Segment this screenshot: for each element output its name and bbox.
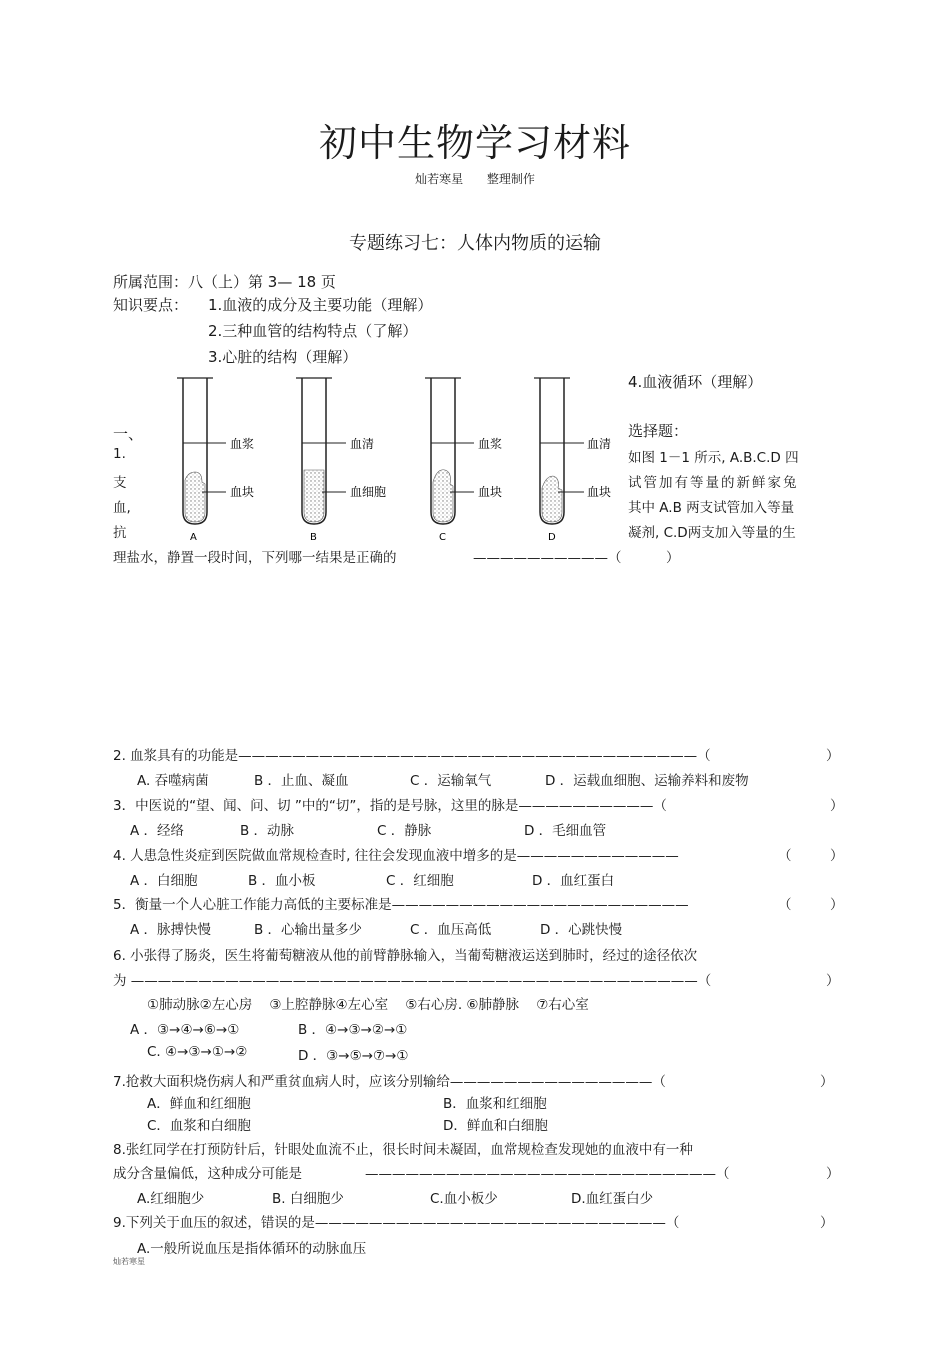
q3-option-b: B ．动脉 xyxy=(240,823,295,839)
q8-option-a: A.红细胞少 xyxy=(137,1191,205,1207)
q1-paren-close: ） xyxy=(666,550,680,566)
q5-option-d: D ．心跳快慢 xyxy=(540,922,623,938)
q5-stem: 5．衡量一个人心脏工作能力高低的主要标准是—————————————————————— xyxy=(113,897,689,913)
point-3: 3.心脏的结构（理解） xyxy=(208,348,358,366)
point-4: 4.血液循环（理解） xyxy=(628,373,763,391)
tube-d-bottom-label: 血块 xyxy=(587,485,612,499)
q2-close: ） xyxy=(826,748,840,764)
q6-option-a: A ．③→④→⑥→① xyxy=(130,1022,240,1038)
q9-option-a: A.一般所说血压是指体循环的动脉血压 xyxy=(137,1241,367,1257)
q3-option-d: D ．毛细血管 xyxy=(524,823,607,839)
q1-left-3: 血, xyxy=(113,500,131,516)
section-number: 一、 xyxy=(113,425,144,443)
tube-a xyxy=(177,378,226,524)
q6-line-2: 为 ——————————————————————————————————————————（ xyxy=(113,973,712,989)
q8-option-b: B. 白细胞少 xyxy=(272,1191,344,1207)
q4-close: ） xyxy=(830,848,844,864)
point-2: 2.三种血管的结构特点（了解） xyxy=(208,322,418,340)
q4-option-b: B ．血小板 xyxy=(248,873,316,889)
q1-right-4: 凝剂, C.D两支加入等量的生 xyxy=(628,525,796,541)
q7-option-a: A．鲜血和红细胞 xyxy=(147,1096,251,1112)
q6-close: ） xyxy=(826,973,840,989)
scope-range: 所属范围：八（上）第 3— 18 页 xyxy=(113,273,336,291)
q1-left-1: 1. xyxy=(113,446,126,462)
page-subtitle: 灿若寒星 整理制作 xyxy=(415,172,535,186)
q7-stem: 7.抢救大面积烧伤病人和严重贫血病人时，应该分别输给———————————————（ xyxy=(113,1074,666,1090)
q7-close: ） xyxy=(820,1074,834,1090)
q1-right-1: 如图 1－1 所示, A.B.C.D 四 xyxy=(628,450,799,466)
q5-open: （ xyxy=(778,897,792,913)
q2-option-c: C ．运输氧气 xyxy=(410,773,492,789)
q1-left-4: 抗 xyxy=(113,525,127,541)
q9-stem: 9.下列关于血压的叙述，错误的是——————————————————————————（ xyxy=(113,1215,680,1231)
q4-open: （ xyxy=(778,848,792,864)
q5-option-a: A ．脉搏快慢 xyxy=(130,922,212,938)
q3-close: ） xyxy=(830,798,844,814)
q6-option-d: D ．③→⑤→⑦→① xyxy=(298,1048,409,1064)
q8-answer-blank: ——————————————————————————（ xyxy=(365,1166,730,1182)
q9-close: ） xyxy=(820,1215,834,1231)
q6-option-c: C. ④→③→①→② xyxy=(147,1044,248,1060)
point-1: 1.血液的成分及主要功能（理解） xyxy=(208,296,433,314)
tube-d-letter: D xyxy=(548,532,556,543)
q5-option-b: B ．心输出量多少 xyxy=(254,922,363,938)
tube-d-top-label: 血清 xyxy=(587,437,612,451)
q7-option-b: B．血浆和红细胞 xyxy=(443,1096,547,1112)
section-label: 选择题： xyxy=(628,422,689,440)
tube-a-top-label: 血浆 xyxy=(230,437,255,451)
tube-a-letter: A xyxy=(190,532,197,543)
q4-option-a: A ．白细胞 xyxy=(130,873,198,889)
q2-option-d: D ．运载血细胞、运输养料和废物 xyxy=(545,773,749,789)
q1-right-2: 试管加有等量的新鲜家兔 xyxy=(628,475,799,491)
tube-a-bottom-label: 血块 xyxy=(230,485,255,499)
tube-b-bottom-label: 血细胞 xyxy=(350,485,387,499)
q7-option-c: C．血浆和白细胞 xyxy=(147,1118,251,1134)
q2-option-b: B ．止血、凝血 xyxy=(254,773,349,789)
q5-close: ） xyxy=(830,897,844,913)
page-title: 初中生物学习材料 xyxy=(318,121,631,165)
q3-option-a: A ．经络 xyxy=(130,823,185,839)
q7-option-d: D．鲜血和白细胞 xyxy=(443,1118,548,1134)
points-label: 知识要点： xyxy=(113,296,189,314)
page-footer: 灿若寒星 xyxy=(113,1257,145,1266)
q4-stem: 4. 人患急性炎症到医院做血常规检查时, 往往会发现血液中增多的是———————————— xyxy=(113,848,679,864)
tube-b-letter: B xyxy=(310,532,317,543)
tube-c-letter: C xyxy=(439,532,446,543)
tube-c-top-label: 血浆 xyxy=(478,437,503,451)
tube-c xyxy=(425,378,474,524)
q2-stem: 2. 血浆具有的功能是——————————————————————————————————（ xyxy=(113,748,711,764)
q8-close: ） xyxy=(826,1166,840,1182)
q8-option-c: C.血小板少 xyxy=(430,1191,498,1207)
q4-option-c: C ．红细胞 xyxy=(386,873,454,889)
q8-line-1: 8.张红同学在打预防针后，针眼处血流不止，很长时间未凝固，血常规检查发现她的血液中有一种 xyxy=(113,1142,693,1158)
q5-option-c: C ．血压高低 xyxy=(410,922,492,938)
q6-option-b: B ．④→③→②→① xyxy=(298,1022,408,1038)
q1-right-3: 其中 A.B 两支试管加入等量 xyxy=(628,500,795,516)
q6-items: ①肺动脉②左心房 ③上腔静脉④左心室 ⑤右心房. ⑥肺静脉 ⑦右心室 xyxy=(147,997,589,1013)
q1-left-2: 支 xyxy=(113,475,127,491)
q6-line-1: 6. 小张得了肠炎，医生将葡萄糖液从他的前臂静脉输入，当葡萄糖液运送到肺时，经过的途径依次 xyxy=(113,948,698,964)
q8-option-d: D.血红蛋白少 xyxy=(571,1191,654,1207)
tube-c-bottom-label: 血块 xyxy=(478,485,503,499)
tube-b xyxy=(296,378,346,524)
tube-d xyxy=(534,378,584,524)
tube-b-top-label: 血清 xyxy=(350,437,375,451)
q3-stem: 3．中医说的“望、闻、问、切 ”中的“切”，指的是号脉，这里的脉是——————————（ xyxy=(113,798,667,814)
q4-option-d: D ．血红蛋白 xyxy=(532,873,615,889)
q1-last-line: 理盐水，静置一段时间，下列哪一结果是正确的 xyxy=(113,550,397,566)
topic-heading: 专题练习七：人体内物质的运输 xyxy=(349,233,601,254)
q1-answer-blank: ——————————（ xyxy=(473,550,622,566)
test-tube-figure xyxy=(150,372,625,544)
q3-option-c: C ．静脉 xyxy=(377,823,432,839)
q8-line-2: 成分含量偏低，这种成分可能是 xyxy=(113,1166,302,1182)
q2-option-a: A. 吞噬病菌 xyxy=(137,773,209,789)
